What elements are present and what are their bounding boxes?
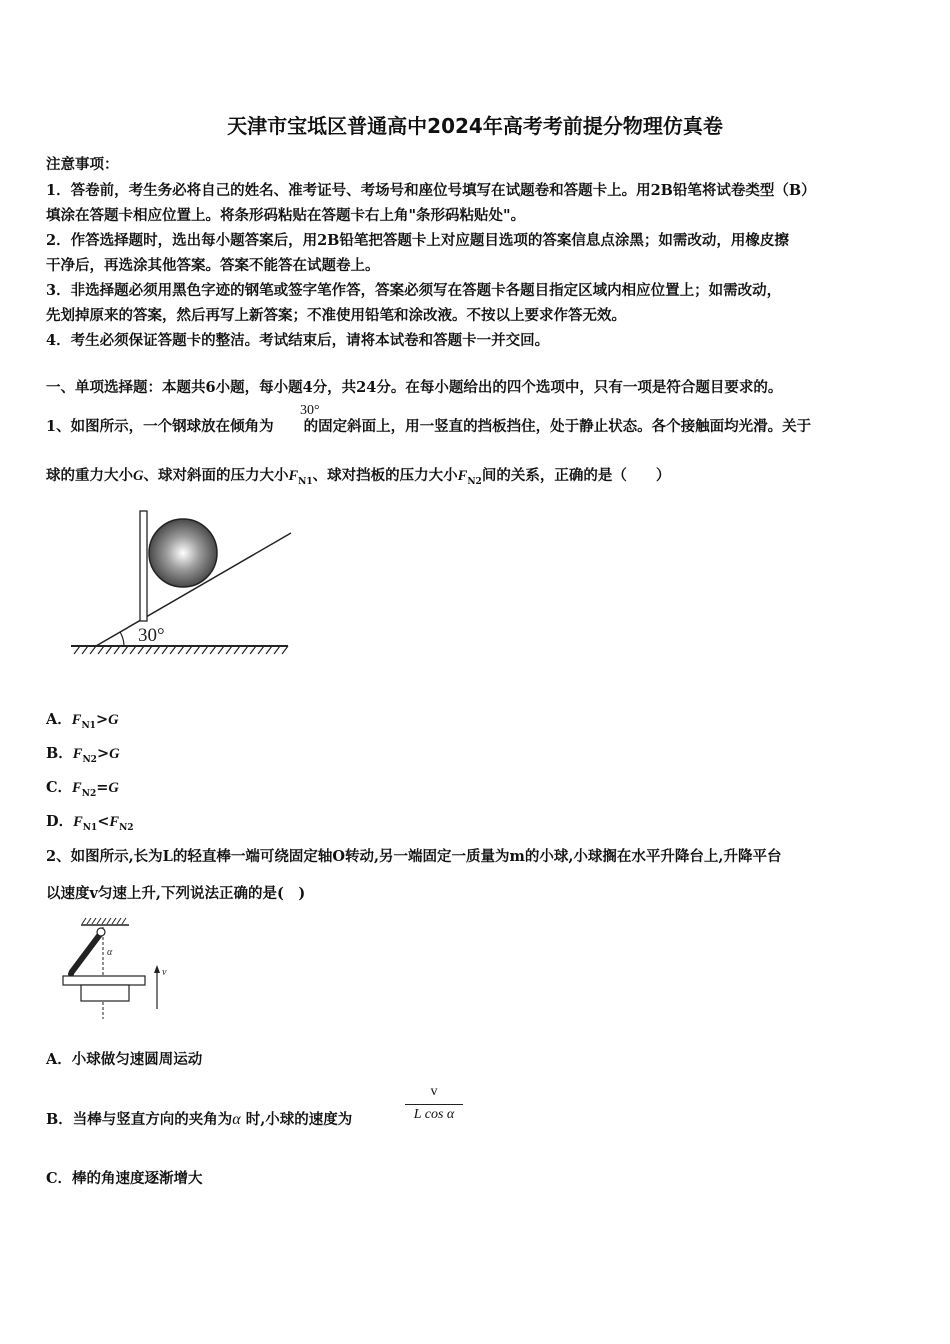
q2-option-c[interactable]: C．棒的角速度逐渐增大 (46, 1170, 203, 1187)
notice-line: 1．答卷前，考生务必将自己的姓名、准考证号、考场号和座位号填写在试题卷和答题卡上。用2B铅笔将试卷类型（B） (46, 182, 816, 199)
pivot-o (97, 928, 105, 936)
notice-line: 先划掉原来的答案，然后再写上新答案；不准使用铅笔和涂改液。不按以上要求作答无效。 (46, 307, 626, 324)
q1-option-a[interactable]: A．$F_{N1}>G$ (46, 711, 119, 731)
q1-option-c[interactable]: C．$F_{N2}=G$ (46, 779, 119, 799)
velocity-fraction (405, 1084, 463, 1123)
alpha-label: α (107, 947, 113, 958)
fraction-numerator: v (430, 1084, 438, 1099)
angle-arc (120, 632, 124, 646)
notice-line: 填涂在答题卡相应位置上。将条形码粘贴在答题卡右上角"条形码粘贴处"。 (46, 207, 526, 224)
q2-stem-line1: 2、如图所示,长为L的轻直棒一端可绕固定轴O转动,另一端固定一质量为m的小球,小球搁在水平升降台上,升降平台 (46, 848, 782, 865)
steel-ball (149, 519, 217, 587)
rod (71, 933, 101, 973)
q2-option-b[interactable]: B．当棒与竖直方向的夹角为α 时,小球的速度为 (46, 1111, 353, 1128)
q1-option-d[interactable]: D．$F_{N1}<F_{N2}$ (46, 813, 134, 833)
q2-stem-line2: 以速度v匀速上升,下列说法正确的是( ) (46, 885, 306, 902)
page-title: 天津市宝坻区普通高中2024年高考考前提分物理仿真卷 (227, 114, 723, 138)
q1-option-b[interactable]: B．$F_{N2}>G$ (46, 745, 120, 765)
q2-option-a[interactable]: A．小球做匀速圆周运动 (46, 1051, 203, 1068)
q1-stem-line2: 球的重力大小G、球对斜面的压力大小$F_{N1}$、球对挡板的压力大小$F_{N2}$间的关系，正确的是（ ） (46, 467, 671, 487)
ground-hatching (74, 646, 288, 654)
rod-platform-figure (55, 915, 180, 1023)
velocity-label: v (162, 967, 167, 978)
notice-line: 2．作答选择题时，选出每小题答案后，用2B铅笔把答题卡上对应题目选项的答案信息点涂黑；如需改动，用橡皮擦 (46, 232, 789, 249)
angle-value: 30° (300, 403, 320, 418)
notice-line: 干净后，再选涂其他答案。答案不能答在试题卷上。 (46, 257, 380, 274)
platform-top (63, 976, 145, 985)
section-heading: 一、单项选择题：本题共6小题，每小题4分，共24分。在每小题给出的四个选项中，只有一项是符合题目要求的。 (46, 379, 783, 396)
q1-stem-line1: 1、如图所示，一个钢球放在倾角为 的固定斜面上，用一竖直的挡板挡住，处于静止状态。各个接触面均光滑。关于 (46, 418, 812, 435)
notice-line: 4．考生必须保证答题卡的整洁。考试结束后，请将本试卷和答题卡一并交回。 (46, 332, 550, 349)
notice-heading: 注意事项： (46, 156, 119, 173)
incline-ball-figure (66, 505, 296, 660)
platform-base (81, 985, 129, 1001)
notice-line: 3．非选择题必须用黑色字迹的钢笔或签字笔作答，答案必须写在答题卡各题目指定区域内相应位置上；如需改动， (46, 282, 782, 299)
fraction-denominator: L cos α (405, 1104, 463, 1123)
baffle-plate (140, 511, 147, 621)
angle-label: 30° (138, 625, 165, 646)
